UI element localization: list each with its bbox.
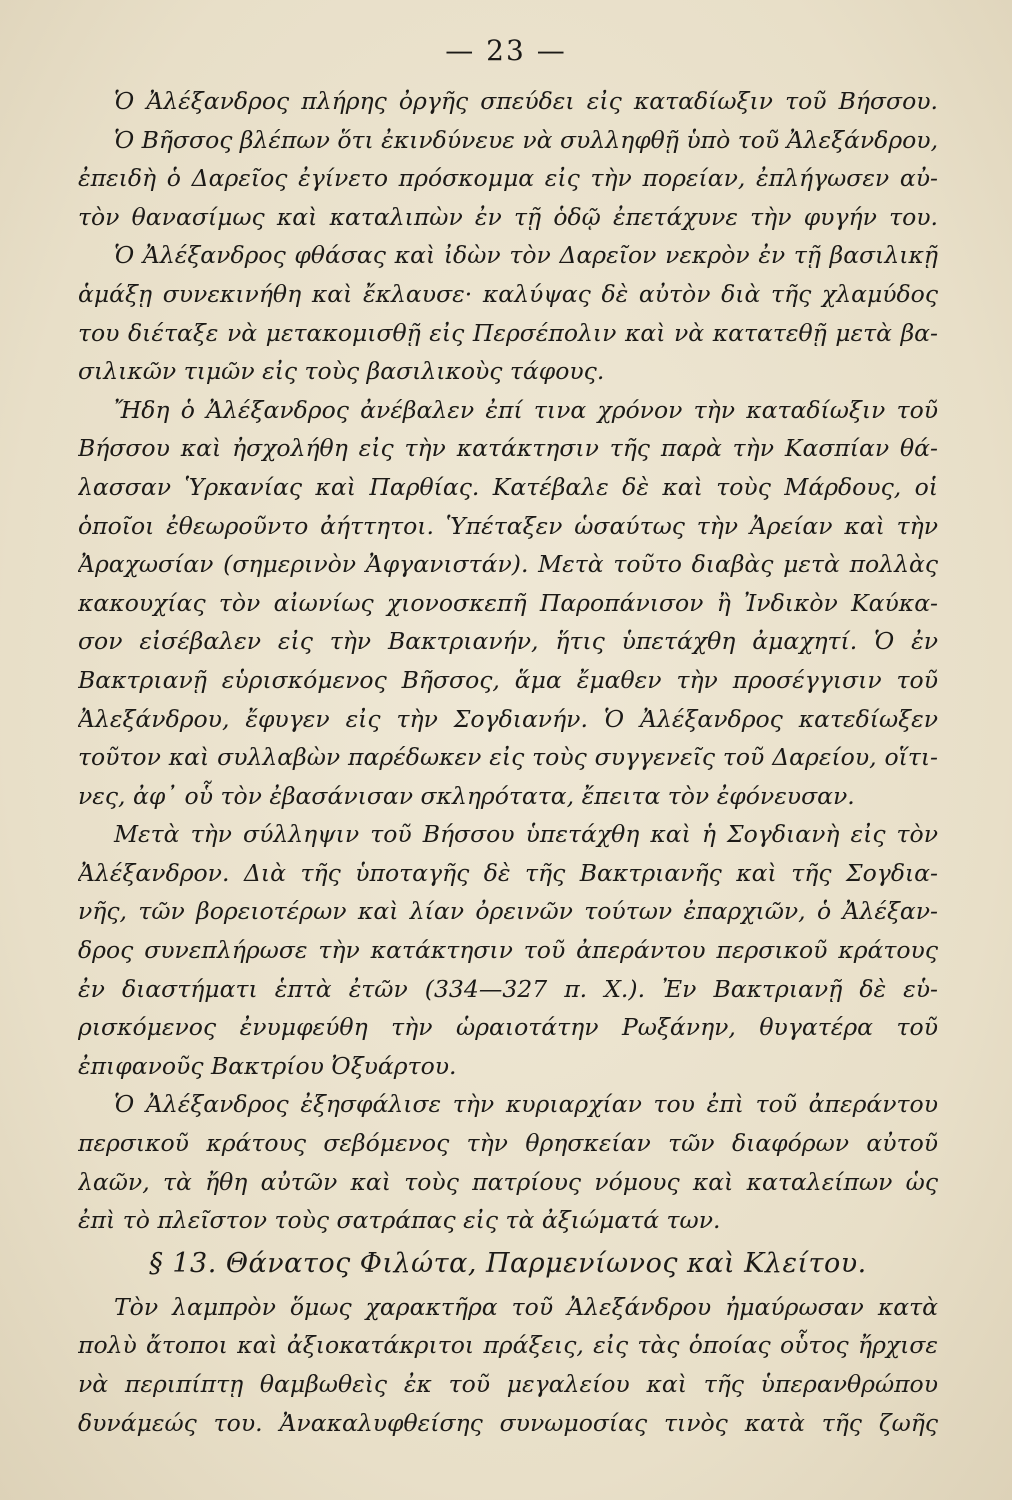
text-line: Τὸν λαμπρὸν ὅμως χαρακτῆρα τοῦ Ἀλεξάνδρου ἠμαύρωσαν κατὰ (114, 1292, 938, 1321)
text-line: Ὁ Ἀλέξανδρος πλήρης ὀργῆς σπεύδει εἰς καταδίωξιν τοῦ Βήσσου. (114, 87, 938, 115)
paragraph (78, 82, 938, 391)
text-line: Ἀλέξανδρον. Διὰ τῆς ὑποταγῆς δὲ τῆς Βακτριανῆς καὶ τῆς Σογδια- (78, 858, 938, 887)
text-line: σον εἰσέβαλεν εἰς τὴν Βακτριανήν, ἥτις ὑπετάχθη ἀμαχητί. Ὁ ἐν (78, 627, 938, 656)
text-line: Βακτριανῇ εὑρισκόμενος Βῆσσος, ἅμα ἔμαθεν τὴν προσέγγισιν τοῦ (78, 665, 938, 694)
page-number: — 23 — (445, 34, 567, 67)
text-line: Βήσσου καὶ ἠσχολήθη εἰς τὴν κατάκτησιν τῆς παρὰ τὴν Κασπίαν θά- (78, 434, 938, 463)
text-line: Ὁ Ἀλέξανδρος ἐξησφάλισε τὴν κυριαρχίαν του ἐπὶ τοῦ ἀπεράντου (114, 1090, 938, 1119)
text-line: ἐν διαστήματι ἑπτὰ ἐτῶν (334—327 π. Χ.). Ἐν Βακτριανῇ δὲ εὑ- (78, 974, 938, 1003)
paragraph (78, 391, 938, 816)
text-line: λασσαν Ὑρκανίας καὶ Παρθίας. Κατέβαλε δὲ καὶ τοὺς Μάρδους, οἱ (78, 472, 938, 501)
text-line: ἁμάξῃ συνεκινήθη καὶ ἔκλαυσε· καλύψας δὲ αὐτὸν διὰ τῆς χλαμύδος (78, 279, 938, 308)
section-heading: § 13. Θάνατος Φιλώτα, Παρμενίωνος καὶ Κλείτου. (149, 1247, 867, 1279)
text-line: τὸν θανασίμως καὶ καταλιπὼν ἐν τῇ ὁδῷ ἐπετάχυνε τὴν φυγήν του. (78, 202, 938, 231)
paragraph (78, 1085, 938, 1239)
text-line: ὁποῖοι ἐθεωροῦντο ἀήττητοι. Ὑπέταξεν ὡσαύτως τὴν Ἀρείαν καὶ τὴν (78, 511, 938, 540)
text-line: ἐπὶ τὸ πλεῖστον τοὺς σατράπας εἰς τὰ ἀξιώματά των. (78, 1206, 721, 1235)
text-line: σιλικῶν τιμῶν εἰς τοὺς βασιλικοὺς τάφους. (78, 357, 605, 386)
paragraph (78, 1288, 938, 1442)
text-line: δυνάμεώς του. Ἀνακαλυφθείσης συνωμοσίας τινὸς κατὰ τῆς ζωῆς (78, 1408, 938, 1437)
text-line: Ἤδη ὁ Ἀλέξανδρος ἀνέβαλεν ἐπί τινα χρόνον τὴν καταδίωξιν τοῦ (114, 395, 938, 424)
text-line: δρος συνεπλήρωσε τὴν κατάκτησιν τοῦ ἀπεράντου περσικοῦ κράτους (78, 936, 938, 965)
text-line: νες, ἀφ᾽ οὗ τὸν ἐβασάνισαν σκληρότατα, ἔπειτα τὸν ἐφόνευσαν. (78, 781, 855, 810)
paragraph (78, 815, 938, 1085)
text-line: νῆς, τῶν βορειοτέρων καὶ λίαν ὀρεινῶν τούτων ἐπαρχιῶν, ὁ Ἀλέξαν- (78, 897, 938, 926)
text-line: ἐπιφανοῦς Βακτρίου Ὀξυάρτου. (78, 1051, 457, 1080)
text-line: τοῦτον καὶ συλλαβὼν παρέδωκεν εἰς τοὺς συγγενεῖς τοῦ Δαρείου, οἵτι- (78, 743, 938, 772)
text-line: πολὺ ἄτοποι καὶ ἀξιοκατάκριτοι πράξεις, εἰς τὰς ὁποίας οὗτος ἤρχισε (78, 1331, 938, 1360)
text-line: ρισκόμενος ἐνυμφεύθη τὴν ὡραιοτάτην Ρωξάνην, θυγατέρα τοῦ (78, 1013, 938, 1042)
text-line: νὰ περιπίπτῃ θαμβωθεὶς ἐκ τοῦ μεγαλείου καὶ τῆς ὑπερανθρώπου (78, 1370, 938, 1398)
text-line: Ὁ Ἀλέξανδρος φθάσας καὶ ἰδὼν τὸν Δαρεῖον νεκρὸν ἐν τῇ βασιλικῇ (114, 241, 938, 270)
text-line: Μετὰ τὴν σύλληψιν τοῦ Βήσσου ὑπετάχθη καὶ ἡ Σογδιανὴ εἰς τὸν (114, 820, 938, 849)
text-line: Ὁ Βῆσσος βλέπων ὅτι ἐκινδύνευε νὰ συλληφθῇ ὑπὸ τοῦ Ἀλεξάνδρου, (114, 125, 938, 154)
text-line: κακουχίας τὸν αἰωνίως χιονοσκεπῆ Παροπάνισον ἢ Ἰνδικὸν Καύκα- (78, 588, 938, 617)
text-line: Ἀλεξάνδρου, ἔφυγεν εἰς τὴν Σογδιανήν. Ὁ Ἀλέξανδρος κατεδίωξεν (78, 704, 938, 733)
text-line: λαῶν, τὰ ἤθη αὐτῶν καὶ τοὺς πατρίους νόμους καὶ καταλείπων ὡς (78, 1167, 938, 1196)
text-line: ἐπειδὴ ὁ Δαρεῖος ἐγίνετο πρόσκομμα εἰς τὴν πορείαν, ἐπλήγωσεν αὐ- (78, 164, 938, 193)
text-line: του διέταξε νὰ μετακομισθῇ εἰς Περσέπολιν καὶ νὰ κατατεθῇ μετὰ βα- (78, 318, 938, 347)
page-text (78, 82, 938, 1442)
text-line: περσικοῦ κράτους σεβόμενος τὴν θρησκείαν τῶν διαφόρων αὐτοῦ (78, 1129, 938, 1158)
text-line: Ἀραχωσίαν (σημερινὸν Ἀφγανιστάν). Μετὰ τοῦτο διαβὰς μετὰ πολλὰς (78, 550, 938, 579)
